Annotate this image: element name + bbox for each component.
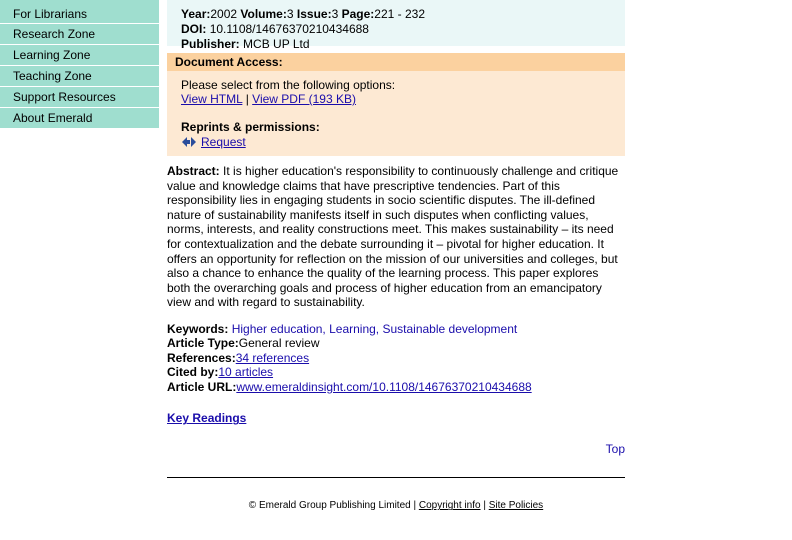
footer-separator: | <box>483 500 486 512</box>
publisher-value: MCB UP Ltd <box>243 37 310 51</box>
keywords-value: Higher education, Learning, Sustainable development <box>231 321 518 336</box>
cited-by-row <box>167 365 625 380</box>
abstract-text: It is higher education's responsibility to continuously challenge and critique value and knowledge claims that have prescriptive tendencies. Part of this responsibility lies in engaging students in socio scientific disputes. The ill-defined nature of sustainability manifests itself in such disputes when conflicting values, norms, interests, and reality constructions meet. This makes sustainability – its need for contextualization and the debate surrounding it – pivotal for higher education. It offers an opportunity for reflection on the mission of our universities and colleges, but also a chance to enhance the quality of the learning process. This paper explores both the overarching goals and process of higher education from an emancipatory view and with regard to sustainability. <box>167 164 619 310</box>
sidebar-nav <box>0 0 159 129</box>
sidebar-item-support-resources[interactable]: Support Resources <box>0 87 159 108</box>
pub-year-row <box>181 7 611 22</box>
top-link[interactable]: Top <box>605 442 625 457</box>
doi-label: DOI: <box>181 22 207 36</box>
document-access-box <box>167 53 625 156</box>
document-access-header: Document Access: <box>167 53 625 71</box>
pub-publisher-row <box>181 37 611 52</box>
copyright-text: © Emerald Group Publishing Limited | <box>248 500 417 512</box>
request-row <box>181 135 611 149</box>
main-content <box>167 0 625 511</box>
article-type-label: Article Type: <box>167 336 239 351</box>
issue-value: 3 <box>331 7 339 21</box>
volume-value: 3 <box>286 7 294 21</box>
doi-value: 10.1108/14676370210434688 <box>209 22 369 36</box>
key-readings-link[interactable]: Key Readings <box>167 411 247 426</box>
cited-by-link[interactable]: 10 articles <box>218 365 274 380</box>
pub-doi-row <box>181 22 611 37</box>
sidebar-item-learning-zone[interactable]: Learning Zone <box>0 45 159 66</box>
key-readings-row <box>167 411 625 425</box>
references-row <box>167 351 625 366</box>
issue-label: Issue: <box>296 7 332 21</box>
view-html-link[interactable]: View HTML <box>181 92 243 106</box>
footer-divider <box>167 477 625 478</box>
keywords-row <box>167 322 625 337</box>
article-url-label: Article URL: <box>167 379 237 394</box>
document-access-body <box>167 71 625 156</box>
publisher-label: Publisher: <box>181 37 240 51</box>
article-url-row <box>167 380 625 395</box>
site-policies-link[interactable]: Site Policies <box>488 500 544 512</box>
pub-clipped-row <box>181 0 611 7</box>
page-label: Page: <box>341 7 375 21</box>
access-prompt: Please select from the following options: <box>181 78 396 92</box>
sidebar-item-teaching-zone[interactable]: Teaching Zone <box>0 66 159 87</box>
article-type-row <box>167 336 625 351</box>
copyright-info-link[interactable]: Copyright info <box>418 500 481 512</box>
year-label: Year: <box>181 7 211 21</box>
view-pdf-link[interactable]: View PDF (193 KB) <box>252 92 356 106</box>
top-row <box>167 442 625 456</box>
abstract-label: Abstract: <box>167 164 220 178</box>
access-options <box>181 92 611 106</box>
reprints-label: Reprints & permissions: <box>181 120 320 134</box>
cited-by-label: Cited by: <box>167 365 219 380</box>
article-metadata <box>167 322 625 395</box>
option-separator: | <box>245 92 249 106</box>
volume-label: Volume: <box>240 7 287 21</box>
sidebar-item-research-zone[interactable]: Research Zone <box>0 24 159 45</box>
keywords-label: Keywords: <box>167 321 229 336</box>
references-link[interactable]: 34 references <box>235 350 310 365</box>
publication-info <box>167 0 625 51</box>
page-value: 221 - 232 <box>374 7 426 21</box>
footer <box>167 500 625 511</box>
article-url-link[interactable]: www.emeraldinsight.com/10.1108/14676370210434688 <box>236 379 532 394</box>
request-link[interactable]: Request <box>201 135 246 149</box>
sidebar-item-about-emerald[interactable]: About Emerald <box>0 108 159 129</box>
sidebar-item-for-librarians[interactable]: For Librarians <box>0 0 159 24</box>
request-arrow-icon <box>181 136 197 148</box>
abstract-section <box>167 164 625 310</box>
article-type-value: General review <box>238 336 320 351</box>
year-value: 2002 <box>210 7 238 21</box>
references-label: References: <box>167 350 236 365</box>
